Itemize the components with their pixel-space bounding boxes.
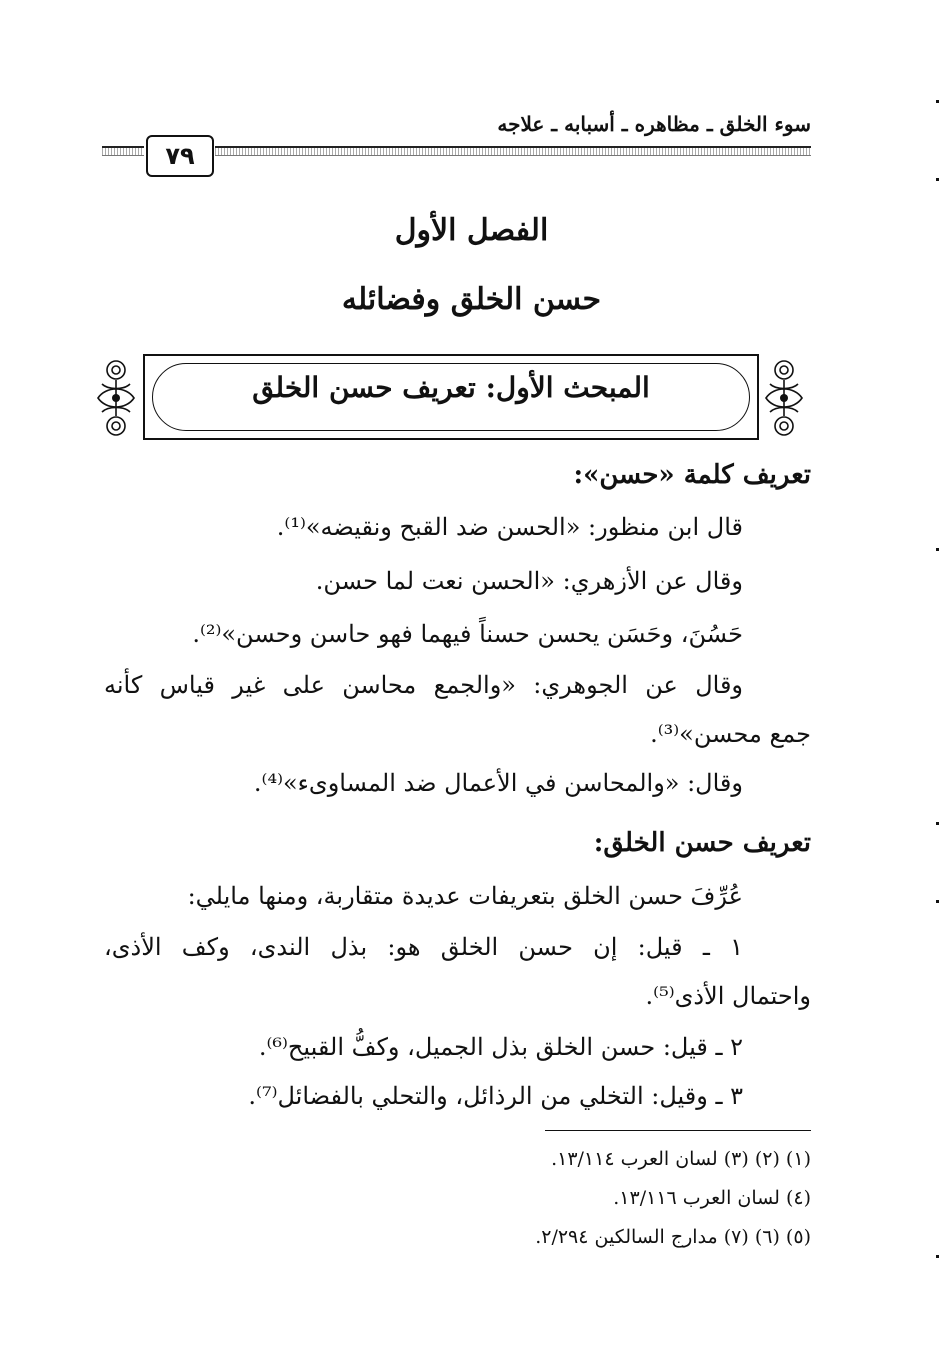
section-title-frame [143,354,759,440]
scan-speck [936,178,939,181]
body-line: وقال: «والمحاسن في الأعمال ضد المساوىء»⁽⁴⁾. [253,769,743,797]
scan-speck [936,900,939,903]
section-title: المبحث الأول: تعريف حسن الخلق [252,371,650,404]
chapter-subtitle: حسن الخلق وفضائله [341,282,602,317]
body-line: وقال عن الأزهري: «الحسن نعت لما حسن. [315,567,743,595]
header-rule [215,146,811,156]
scan-speck [936,548,939,551]
chapter-title: الفصل الأول [394,213,549,248]
body-line: وقال عن الجوهري: «والجمع محاسن على غير قياس كأنه [104,671,743,699]
body-line: جمع محسن»⁽³⁾. [650,720,811,748]
body-line: ١ ـ قيل: إن حسن الخلق هو: بذل الندى، وكف الأذى، [104,933,743,961]
header-rule-short [102,146,144,156]
scan-speck [936,822,939,825]
word-definition-heading: تعريف كلمة «حسن»: [573,460,811,490]
body-line: عُرِّفَ حسن الخلق بتعريفات عديدة متقاربة، ومنها مايلي: [187,882,743,910]
scan-speck [936,1255,939,1258]
footnote-separator [545,1130,811,1131]
body-line: قال ابن منظور: «الحسن ضد القبح ونقيضه»⁽¹⁾. [276,513,743,541]
character-definition-heading: تعريف حسن الخلق: [593,828,811,858]
body-line: ٢ ـ قيل: حسن الخلق بذل الجميل، وكفُّ القبيح⁽⁶⁾. [258,1033,743,1061]
scan-speck [936,100,939,103]
footnote: (١) (٢) (٣) لسان العرب ١٣/١١٤. [551,1148,811,1170]
footnote: (٤) لسان العرب ١٣/١١٦. [613,1187,811,1209]
floral-ornament-icon [92,356,140,440]
footnote: (٥) (٦) (٧) مدارج السالكين ٢/٢٩٤. [535,1226,811,1248]
page-number: ٧٩ [146,135,214,177]
body-line: واحتمال الأذى⁽⁵⁾. [645,982,811,1010]
body-line: ٣ ـ وقيل: التخلي من الرذائل، والتحلي بالفضائل⁽⁷⁾. [248,1082,743,1110]
floral-ornament-icon [760,356,808,440]
running-header-title: سوء الخلق ـ مظاهره ـ أسبابه ـ علاجه [497,112,811,136]
body-line: حَسُنَ، وحَسَن يحسن حسناً فيهما فهو حاسن وحسن»⁽²⁾. [192,620,743,648]
